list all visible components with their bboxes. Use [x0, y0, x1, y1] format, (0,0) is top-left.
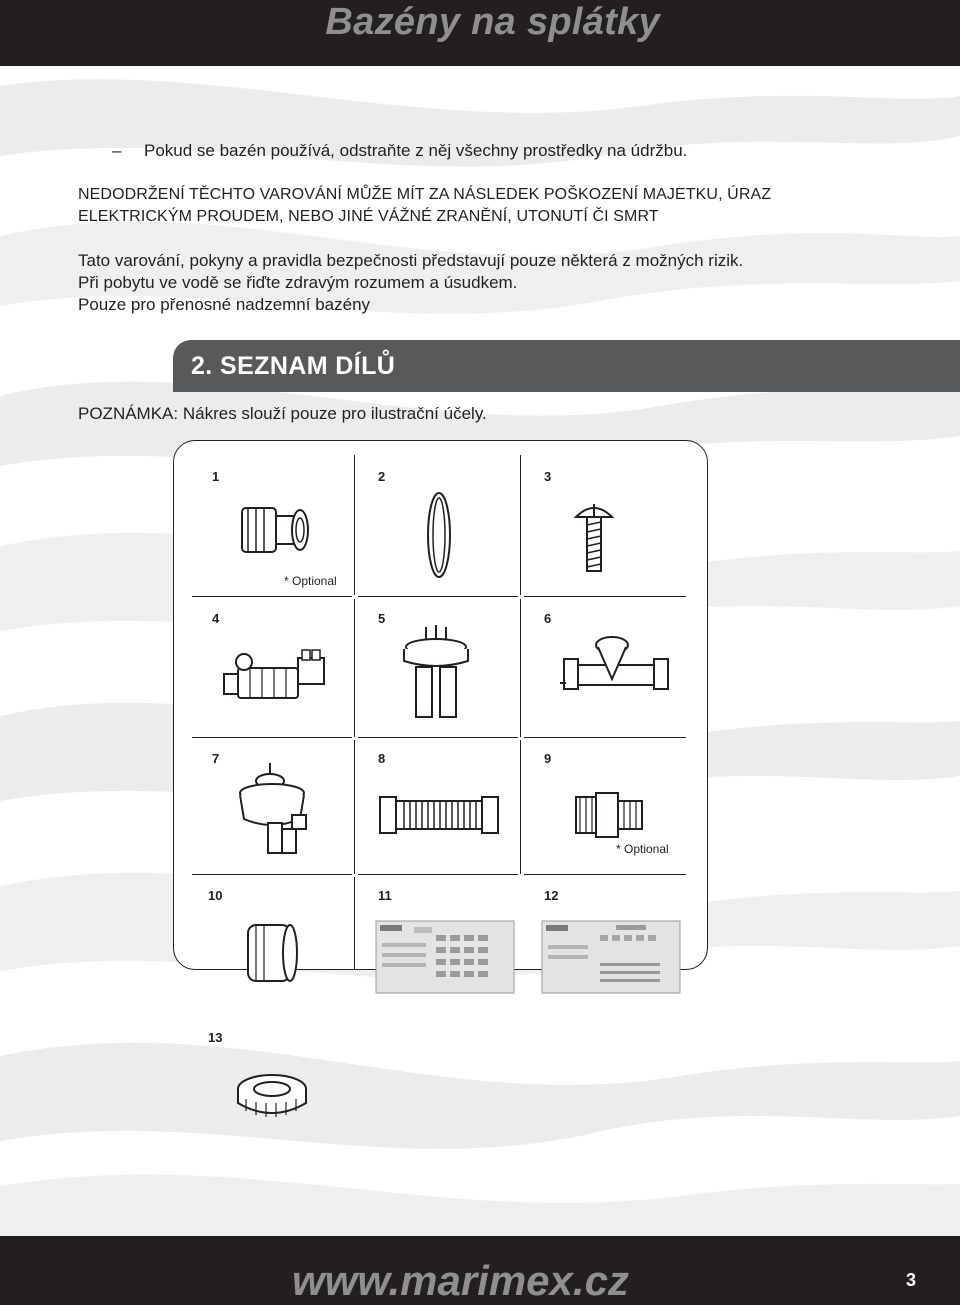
warning-caps-line-2: ELEKTRICKÝM PROUDEM, NEBO JINÉ VÁŽNÉ ZRANĚNÍ, UTONUTÍ ČI SMRT: [78, 208, 659, 225]
chlorinator-body-icon: [220, 646, 332, 708]
section-header-bar: [173, 340, 960, 392]
divider: [354, 740, 355, 874]
section-title: 2. SEZNAM DÍLŮ: [191, 352, 396, 380]
part-number-1: 1: [212, 469, 220, 484]
divider: [192, 874, 352, 875]
lock-nut-icon: [232, 1067, 316, 1127]
part-number-5: 5: [378, 611, 386, 626]
divider: [520, 740, 521, 874]
copper-strip-card-icon: [540, 919, 682, 995]
screw-icon: [572, 499, 616, 575]
test-strip-card-icon: [374, 919, 516, 995]
divider: [520, 599, 521, 737]
part-number-9: 9: [544, 751, 552, 766]
divider: [354, 599, 355, 737]
adapter-fitting-icon: [572, 789, 648, 841]
divider: [524, 737, 686, 738]
part-number-4: 4: [212, 611, 220, 626]
paragraph-line-2: Při pobytu ve vodě se řiďte zdravým rozumem a úsudkem.: [78, 273, 518, 292]
part-number-10: 10: [208, 888, 223, 903]
bullet-dash: –: [112, 141, 122, 160]
divider: [520, 455, 521, 595]
divider: [358, 737, 518, 738]
part-number-12: 12: [544, 888, 559, 903]
cell-housing-icon: [232, 759, 322, 867]
divider: [524, 596, 686, 597]
warning-bullet: [112, 140, 687, 162]
warning-bullet-text: Pokud se bazén používá, odstraňte z něj všechny prostředky na údržbu.: [144, 141, 688, 160]
part-number-2: 2: [378, 469, 386, 484]
divider: [358, 874, 518, 875]
paragraph-line-3: Pouze pro přenosné nadzemní bazény: [78, 295, 371, 314]
tee-flow-icon: [556, 631, 676, 711]
page-number: 3: [906, 1270, 917, 1290]
hose-connector-icon: [234, 496, 314, 566]
flexible-hose-icon: [376, 789, 502, 841]
divider: [192, 737, 352, 738]
optional-note-9: * Optional: [616, 842, 669, 856]
electrode-cap-icon: [396, 623, 476, 723]
warning-caps-line-1: NEDODRŽENÍ TĚCHTO VAROVÁNÍ MŮŽE MÍT ZA NÁSLEDEK POŠKOZENÍ MAJETKU, ÚRAZ: [78, 186, 772, 203]
part-number-3: 3: [544, 469, 552, 484]
illustration-note: POZNÁMKA: Nákres slouží pouze pro ilustrační účely.: [78, 404, 487, 423]
divider: [192, 596, 352, 597]
footer-url[interactable]: www.marimex.cz: [292, 1257, 629, 1304]
divider: [358, 596, 518, 597]
divider: [354, 455, 355, 595]
part-number-8: 8: [378, 751, 386, 766]
cap-nut-icon: [244, 915, 300, 991]
part-number-7: 7: [212, 751, 220, 766]
optional-note-1: * Optional: [284, 574, 337, 588]
part-number-11: 11: [378, 888, 392, 903]
parts-diagram-frame: [173, 440, 708, 1045]
divider: [354, 877, 355, 969]
paragraph-line-1: Tato varování, pokyny a pravidla bezpečnosti představují pouze některá z možných rizik.: [78, 251, 744, 270]
divider: [524, 874, 686, 875]
part-number-6: 6: [544, 611, 552, 626]
o-ring-icon: [424, 489, 454, 581]
part-number-13: 13: [208, 1030, 223, 1045]
header-title: Bazény na splátky: [325, 1, 660, 43]
